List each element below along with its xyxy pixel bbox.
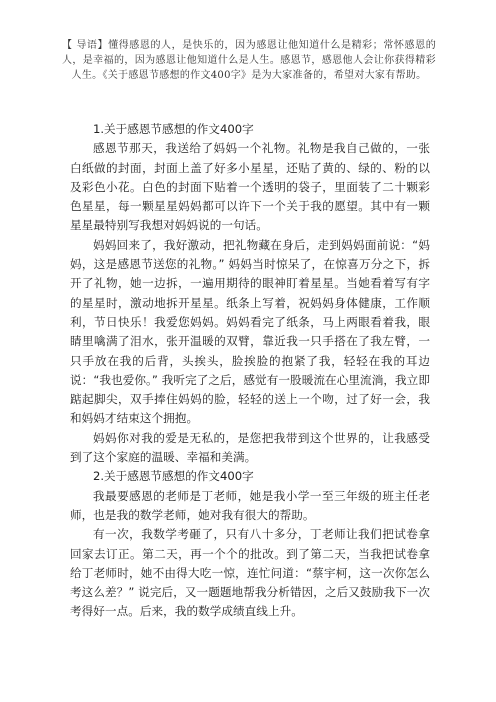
section-2-paragraph-1: 我最要感恩的老师是丁老师，她是我小学一至三年级的班主任老师，也是我的数学老师，她对我有很大的帮助。: [70, 488, 430, 522]
section-1-paragraph-1: 感恩节那天，我送给了妈妈一个礼物。礼物是我自己做的，一张白纸做的封面，封面上盖了好多小星星，还贴了黄的、绿的、粉的以及彩色小花。白色的封面下贴着一个透明的袋子，里面装了二十颗彩色星星，每一颗星星妈妈都可以许下一个关于我的愿望。其中有一颗星星最特别写我想对妈妈说的一句话。: [70, 141, 430, 233]
section-title-2: 2.关于感恩节感想的作文400字: [93, 469, 254, 484]
article-content: [70, 120, 430, 622]
intro-summary: 【 导语】懂得感恩的人，是快乐的，因为感恩让他知道什么是精彩；常怀感恩的人，是幸福的，因为感恩让他知道什么是人生。感恩节，感恩他人会让你获得精彩人生。《关于感恩节感想的作文400字》是为大家准备的，希望对大家有帮助。: [62, 40, 436, 81]
section-title-1: 1.关于感恩节感想的作文400字: [93, 122, 254, 136]
section-1-paragraph-3: 妈妈你对我的爱是无私的，是您把我带到这个世界的，让我感受到了这个家庭的温暖、幸福和美满。: [70, 430, 430, 465]
section-2-paragraph-2: 有一次，我数学考砸了，只有八十多分，丁老师让我们把试卷拿回家去订正。第二天，再一个个的批改。到了第二天，当我把试卷拿给丁老师时，她不由得大吃一惊，连忙问道：“蔡宇柯，这一次你怎么考这么差？” 说完后，又一题题地帮我分析错因，之后又鼓励我下一次考得好一点。后来，我的数学成绩直线上升。: [70, 527, 430, 619]
section-1-paragraph-2: 妈妈回来了，我好激动，把礼物藏在身后，走到妈妈面前说：“妈妈，这是感恩节送您的礼物。” 妈妈当时惊呆了，在惊喜万分之下，拆开了礼物，她一边拆，一遍用期待的眼神盯着星星。当她看着写有字的星星时，激动地拆开星星。纸条上写着，祝妈妈身体健康，工作顺利，节日快乐！我爱您妈妈。妈妈看完了纸条，马上两眼看着我，眼睛里噙满了泪水，张开温暖的双臂，靠近我一只手搭在了我左臂，一只手放在我的后背，头挨头，脸挨脸的抱紧了我，轻轻在我的耳边说：“我也爱你。” 我听完了之后，感觉有一股暖流在心里流淌，我立即踮起脚尖，双手捧住妈妈的脸，轻轻的送上一个吻，过了好一会，我和妈妈才结束这个拥抱。: [70, 237, 430, 426]
